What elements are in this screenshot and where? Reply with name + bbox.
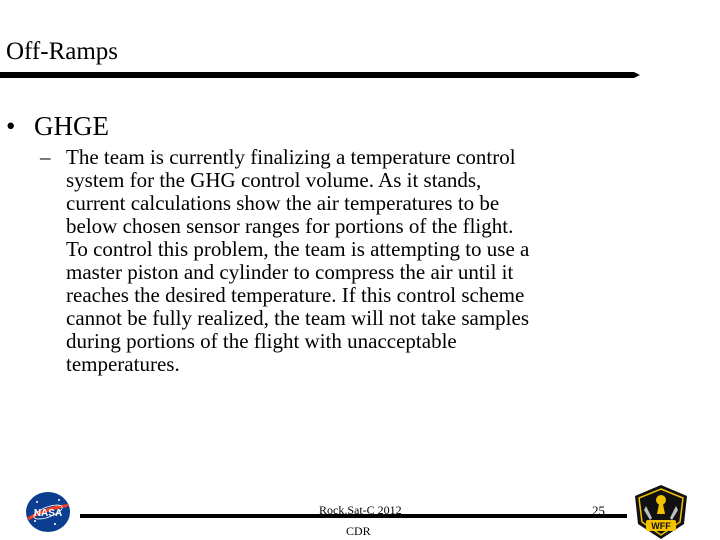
sub-bullet xyxy=(40,146,665,376)
slide-title: Off-Ramps xyxy=(6,38,119,65)
wff-logo-icon xyxy=(632,484,690,540)
bullet-item xyxy=(6,110,109,142)
bullet-text: GHGE xyxy=(34,111,109,141)
page-number: 25 xyxy=(592,503,605,518)
sub-bullet-dash: – xyxy=(40,145,51,169)
nasa-logo-text: NASA xyxy=(33,508,63,519)
sub-bullet-text: The team is currently finalizing a temperature control system for the GHG control volume. As it stands, current calculations show the air temperatures to be below chosen sensor ranges for portions of the flight. To control this problem, the team is attempting to use a master piston and cylinder to compress the air until it reaches the desired temperature. If this control scheme cannot be fully realized, the team will not take samples during portions of the flight with unacceptable temperatures. xyxy=(66,145,530,376)
footer-review: CDR xyxy=(346,524,371,538)
bullet-marker: • xyxy=(6,111,16,141)
title-rule xyxy=(0,70,640,80)
footer-event: Rock.Sat-C 2012 xyxy=(319,503,402,517)
nasa-logo-icon xyxy=(23,490,73,534)
wff-logo-text: WFF xyxy=(651,521,671,531)
